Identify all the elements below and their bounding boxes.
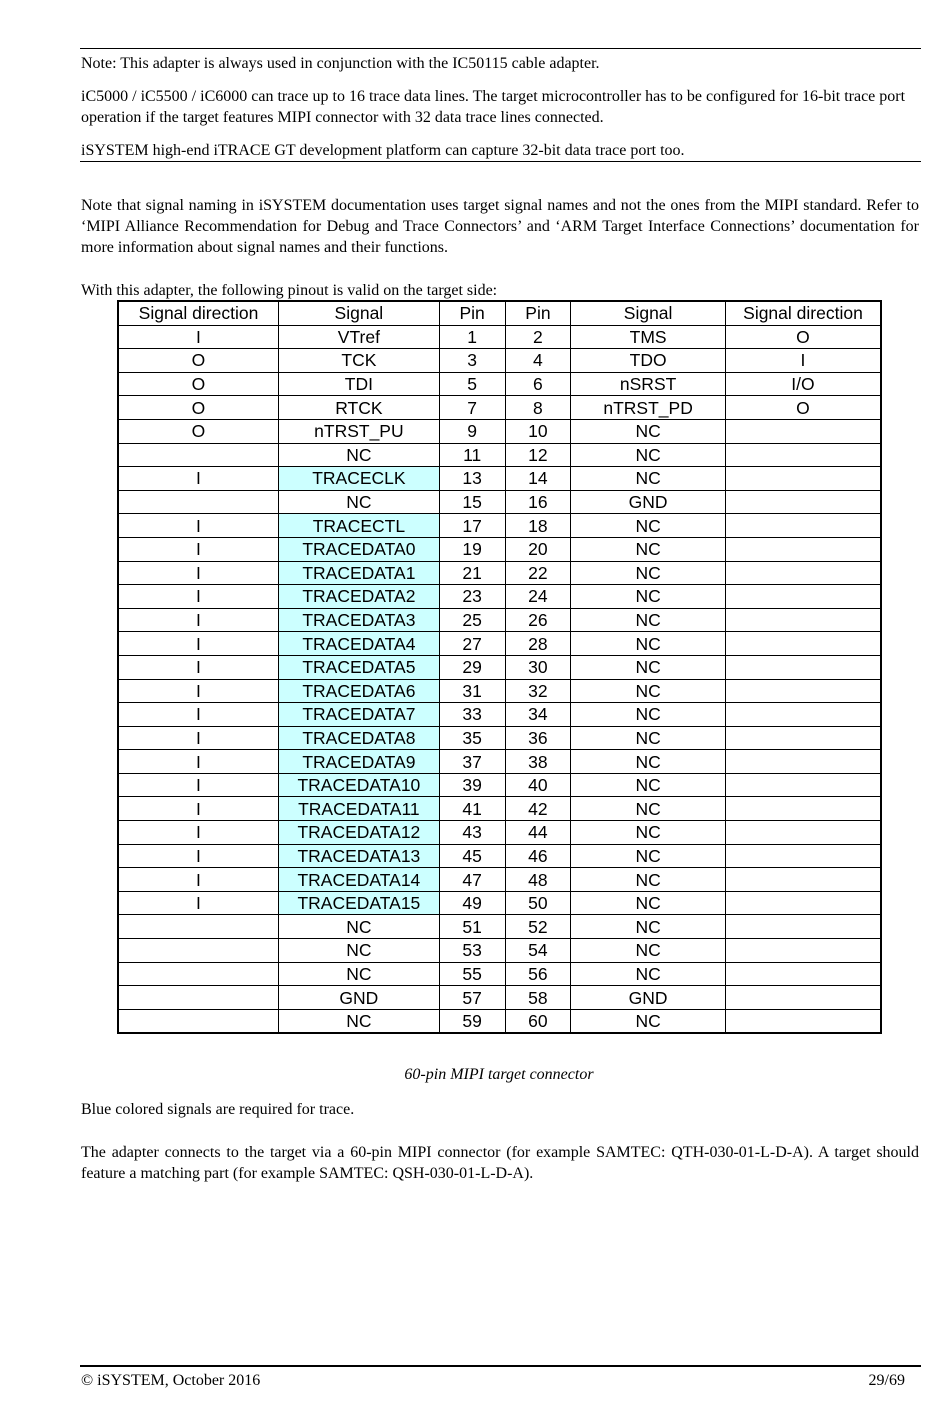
cell-right-signal: NC: [571, 939, 726, 963]
cell-left-pin: 29: [439, 655, 505, 679]
cell-right-signal: NC: [571, 632, 726, 656]
cell-left-signal: TCK: [278, 349, 439, 373]
header-right-signal: Signal: [571, 301, 726, 325]
cell-left-signal: TRACEDATA9: [278, 750, 439, 774]
cell-left-signal: TRACEDATA10: [278, 773, 439, 797]
cell-left-pin: 5: [439, 372, 505, 396]
cell-left-signal: TRACEDATA5: [278, 655, 439, 679]
cell-right-pin: 4: [505, 349, 571, 373]
table-row: [118, 821, 881, 845]
cell-left-signal: TRACECLK: [278, 467, 439, 491]
cell-left-signal: VTref: [278, 325, 439, 349]
cell-right-signal: NC: [571, 821, 726, 845]
cell-right-direction: [725, 419, 881, 443]
cell-right-pin: 12: [505, 443, 571, 467]
cell-left-direction: O: [118, 349, 278, 373]
cell-left-pin: 31: [439, 679, 505, 703]
table-row: [118, 608, 881, 632]
cell-right-signal: NC: [571, 608, 726, 632]
cell-right-direction: [725, 986, 881, 1010]
cell-right-pin: 20: [505, 537, 571, 561]
cell-right-signal: GND: [571, 490, 726, 514]
table-row: [118, 962, 881, 986]
cell-left-direction: I: [118, 750, 278, 774]
cell-left-pin: 41: [439, 797, 505, 821]
table-row: [118, 349, 881, 373]
cell-right-signal: NC: [571, 419, 726, 443]
cell-left-pin: 7: [439, 396, 505, 420]
cell-right-pin: 40: [505, 773, 571, 797]
cell-right-signal: NC: [571, 537, 726, 561]
cell-right-pin: 28: [505, 632, 571, 656]
cell-left-direction: I: [118, 679, 278, 703]
note-cable-adapter: Note: This adapter is always used in conjunction with the IC50115 cable adapter.: [81, 55, 600, 72]
cell-right-pin: 16: [505, 490, 571, 514]
cell-right-signal: NC: [571, 679, 726, 703]
cell-right-signal: NC: [571, 726, 726, 750]
cell-left-signal: TDI: [278, 372, 439, 396]
cell-left-signal: TRACEDATA7: [278, 703, 439, 727]
cell-right-direction: [725, 821, 881, 845]
table-row: [118, 868, 881, 892]
cell-right-signal: TMS: [571, 325, 726, 349]
cell-left-direction: O: [118, 372, 278, 396]
cell-right-pin: 60: [505, 1009, 571, 1033]
cell-right-signal: NC: [571, 773, 726, 797]
table-row: [118, 490, 881, 514]
cell-right-signal: NC: [571, 915, 726, 939]
cell-right-direction: [725, 608, 881, 632]
cell-left-pin: 35: [439, 726, 505, 750]
cell-left-signal: TRACEDATA0: [278, 537, 439, 561]
table-row: [118, 655, 881, 679]
cell-right-pin: 48: [505, 868, 571, 892]
cell-left-pin: 23: [439, 585, 505, 609]
cell-right-direction: O: [725, 325, 881, 349]
cell-left-direction: O: [118, 419, 278, 443]
cell-left-pin: 1: [439, 325, 505, 349]
header-left-signal: Signal: [278, 301, 439, 325]
cell-right-signal: NC: [571, 962, 726, 986]
cell-right-signal: NC: [571, 1009, 726, 1033]
cell-left-pin: 49: [439, 891, 505, 915]
cell-left-direction: I: [118, 891, 278, 915]
cell-left-signal: TRACEDATA1: [278, 561, 439, 585]
cell-left-direction: I: [118, 325, 278, 349]
cell-right-pin: 44: [505, 821, 571, 845]
cell-left-direction: I: [118, 467, 278, 491]
cell-left-direction: [118, 443, 278, 467]
table-row: [118, 773, 881, 797]
cell-right-pin: 6: [505, 372, 571, 396]
cell-right-signal: GND: [571, 986, 726, 1010]
cell-left-direction: [118, 939, 278, 963]
cell-right-signal: NC: [571, 467, 726, 491]
cell-right-pin: 50: [505, 891, 571, 915]
cell-left-direction: I: [118, 797, 278, 821]
cell-right-direction: [725, 632, 881, 656]
cell-right-direction: [725, 750, 881, 774]
cell-right-direction: [725, 1009, 881, 1033]
cell-right-signal: NC: [571, 585, 726, 609]
cell-right-pin: 58: [505, 986, 571, 1010]
table-row: [118, 750, 881, 774]
table-row: [118, 679, 881, 703]
cell-right-direction: [725, 939, 881, 963]
table-row: [118, 561, 881, 585]
cell-left-signal: TRACEDATA11: [278, 797, 439, 821]
cell-left-pin: 33: [439, 703, 505, 727]
cell-right-pin: 14: [505, 467, 571, 491]
cell-right-pin: 38: [505, 750, 571, 774]
cell-left-signal: GND: [278, 986, 439, 1010]
table-row: [118, 396, 881, 420]
blue-signals-note: Blue colored signals are required for trace.: [81, 1101, 355, 1118]
cell-left-direction: O: [118, 396, 278, 420]
cell-right-pin: 22: [505, 561, 571, 585]
cell-right-signal: NC: [571, 868, 726, 892]
cell-left-direction: I: [118, 608, 278, 632]
cell-left-direction: I: [118, 632, 278, 656]
table-row: [118, 372, 881, 396]
cell-left-pin: 21: [439, 561, 505, 585]
cell-right-direction: [725, 962, 881, 986]
cell-left-direction: [118, 962, 278, 986]
cell-left-signal: TRACECTL: [278, 514, 439, 538]
cell-left-signal: TRACEDATA2: [278, 585, 439, 609]
cell-left-pin: 51: [439, 915, 505, 939]
note-itrace-gt: iSYSTEM high-end iTRACE GT development platform can capture 32-bit data trace port too.: [81, 142, 685, 159]
connector-paragraph: The adapter connects to the target via a 60-pin MIPI connector (for example SAMTEC: QTH-030-01-L-D-A). A target should feature a matching part (for example SAMTEC: QSH-030-01-L-D-A).: [81, 1144, 919, 1182]
table-row: [118, 891, 881, 915]
cell-right-signal: NC: [571, 703, 726, 727]
table-row: [118, 844, 881, 868]
table-row: [118, 467, 881, 491]
cell-left-signal: TRACEDATA12: [278, 821, 439, 845]
cell-right-direction: [725, 537, 881, 561]
cell-left-signal: NC: [278, 962, 439, 986]
cell-left-pin: 55: [439, 962, 505, 986]
table-row: [118, 585, 881, 609]
cell-left-direction: I: [118, 514, 278, 538]
cell-right-signal: nTRST_PD: [571, 396, 726, 420]
cell-right-direction: [725, 891, 881, 915]
cell-left-pin: 17: [439, 514, 505, 538]
cell-right-direction: [725, 844, 881, 868]
cell-right-pin: 36: [505, 726, 571, 750]
cell-left-pin: 37: [439, 750, 505, 774]
table-row: [118, 703, 881, 727]
cell-right-direction: [725, 443, 881, 467]
cell-left-direction: I: [118, 537, 278, 561]
cell-right-pin: 10: [505, 419, 571, 443]
table-row: [118, 419, 881, 443]
header-right-pin: Pin: [505, 301, 571, 325]
table-row: [118, 986, 881, 1010]
cell-left-pin: 27: [439, 632, 505, 656]
table-row: [118, 915, 881, 939]
cell-left-direction: [118, 1009, 278, 1033]
cell-left-direction: I: [118, 655, 278, 679]
cell-left-pin: 57: [439, 986, 505, 1010]
header-left-direction: Signal direction: [118, 301, 278, 325]
cell-left-direction: [118, 490, 278, 514]
cell-right-signal: NC: [571, 561, 726, 585]
cell-right-pin: 54: [505, 939, 571, 963]
cell-left-pin: 13: [439, 467, 505, 491]
footer-rule: [80, 1365, 921, 1367]
cell-right-pin: 2: [505, 325, 571, 349]
cell-left-direction: I: [118, 773, 278, 797]
cell-left-signal: TRACEDATA3: [278, 608, 439, 632]
table-caption: 60-pin MIPI target connector: [404, 1066, 594, 1083]
cell-right-signal: NC: [571, 797, 726, 821]
cell-left-direction: I: [118, 726, 278, 750]
cell-right-direction: O: [725, 396, 881, 420]
cell-right-direction: [725, 726, 881, 750]
cell-right-pin: 32: [505, 679, 571, 703]
cell-left-signal: NC: [278, 915, 439, 939]
cell-left-direction: I: [118, 868, 278, 892]
cell-left-signal: NC: [278, 939, 439, 963]
cell-right-signal: NC: [571, 443, 726, 467]
cell-right-pin: 30: [505, 655, 571, 679]
cell-right-direction: [725, 467, 881, 491]
cell-left-direction: I: [118, 821, 278, 845]
cell-right-signal: NC: [571, 514, 726, 538]
pinout-intro-paragraph: With this adapter, the following pinout is valid on the target side:: [81, 282, 498, 299]
cell-right-direction: [725, 773, 881, 797]
table-row: [118, 939, 881, 963]
cell-left-direction: I: [118, 561, 278, 585]
cell-right-pin: 52: [505, 915, 571, 939]
cell-left-pin: 39: [439, 773, 505, 797]
cell-left-pin: 11: [439, 443, 505, 467]
cell-left-direction: I: [118, 844, 278, 868]
cell-right-pin: 34: [505, 703, 571, 727]
table-row: [118, 443, 881, 467]
cell-left-signal: TRACEDATA4: [278, 632, 439, 656]
cell-left-signal: TRACEDATA13: [278, 844, 439, 868]
cell-right-direction: [725, 490, 881, 514]
cell-left-pin: 59: [439, 1009, 505, 1033]
cell-left-pin: 53: [439, 939, 505, 963]
footer-page-number: 29/69: [868, 1372, 905, 1389]
cell-left-signal: NC: [278, 1009, 439, 1033]
cell-right-signal: NC: [571, 844, 726, 868]
cell-right-pin: 8: [505, 396, 571, 420]
cell-left-pin: 45: [439, 844, 505, 868]
cell-right-direction: [725, 514, 881, 538]
header-left-pin: Pin: [439, 301, 505, 325]
cell-right-direction: [725, 797, 881, 821]
cell-right-direction: I/O: [725, 372, 881, 396]
table-row: [118, 514, 881, 538]
cell-right-signal: nSRST: [571, 372, 726, 396]
pinout-table: [117, 300, 882, 1034]
cell-left-signal: TRACEDATA8: [278, 726, 439, 750]
cell-right-pin: 26: [505, 608, 571, 632]
cell-left-pin: 19: [439, 537, 505, 561]
table-row: [118, 537, 881, 561]
table-row: [118, 1009, 881, 1033]
cell-left-pin: 9: [439, 419, 505, 443]
cell-right-pin: 24: [505, 585, 571, 609]
cell-right-pin: 46: [505, 844, 571, 868]
cell-left-signal: TRACEDATA14: [278, 868, 439, 892]
cell-right-pin: 42: [505, 797, 571, 821]
cell-right-signal: NC: [571, 891, 726, 915]
cell-right-pin: 18: [505, 514, 571, 538]
cell-left-signal: NC: [278, 443, 439, 467]
table-row: [118, 726, 881, 750]
cell-left-pin: 47: [439, 868, 505, 892]
cell-right-pin: 56: [505, 962, 571, 986]
note-bottom-rule: [80, 161, 921, 162]
table-row: [118, 797, 881, 821]
cell-left-signal: RTCK: [278, 396, 439, 420]
footer-copyright: © iSYSTEM, October 2016: [81, 1372, 261, 1389]
table-header-row: [118, 301, 881, 325]
cell-right-direction: [725, 655, 881, 679]
signal-naming-paragraph: Note that signal naming in iSYSTEM documentation uses target signal names and not the ones from the MIPI standard. Refer to ‘MIPI Alliance Recommendation for Debug and Trace Connectors’ and ‘ARM Target Interface Connections’ documentation for more information about signal names and their functions.: [81, 197, 919, 256]
cell-right-direction: [725, 915, 881, 939]
cell-left-signal: TRACEDATA6: [278, 679, 439, 703]
cell-right-direction: [725, 679, 881, 703]
note-trace-lines: iC5000 / iC5500 / iC6000 can trace up to 16 trace data lines. The target microcontroller has to be configured for 16-bit trace port operation if the target features MIPI connector with 32 data trace lines connected.: [81, 88, 906, 126]
cell-right-direction: [725, 868, 881, 892]
cell-left-direction: I: [118, 585, 278, 609]
cell-left-pin: 3: [439, 349, 505, 373]
top-rule: [80, 48, 921, 49]
cell-left-pin: 15: [439, 490, 505, 514]
cell-right-direction: [725, 703, 881, 727]
cell-right-signal: TDO: [571, 349, 726, 373]
cell-right-signal: NC: [571, 655, 726, 679]
cell-left-direction: I: [118, 703, 278, 727]
cell-left-pin: 43: [439, 821, 505, 845]
cell-left-signal: NC: [278, 490, 439, 514]
cell-right-signal: NC: [571, 750, 726, 774]
table-row: [118, 632, 881, 656]
cell-left-direction: [118, 915, 278, 939]
header-right-direction: Signal direction: [725, 301, 881, 325]
cell-left-direction: [118, 986, 278, 1010]
table-row: [118, 325, 881, 349]
cell-left-signal: TRACEDATA15: [278, 891, 439, 915]
cell-right-direction: [725, 561, 881, 585]
cell-left-pin: 25: [439, 608, 505, 632]
cell-left-signal: nTRST_PU: [278, 419, 439, 443]
cell-right-direction: [725, 585, 881, 609]
cell-right-direction: I: [725, 349, 881, 373]
